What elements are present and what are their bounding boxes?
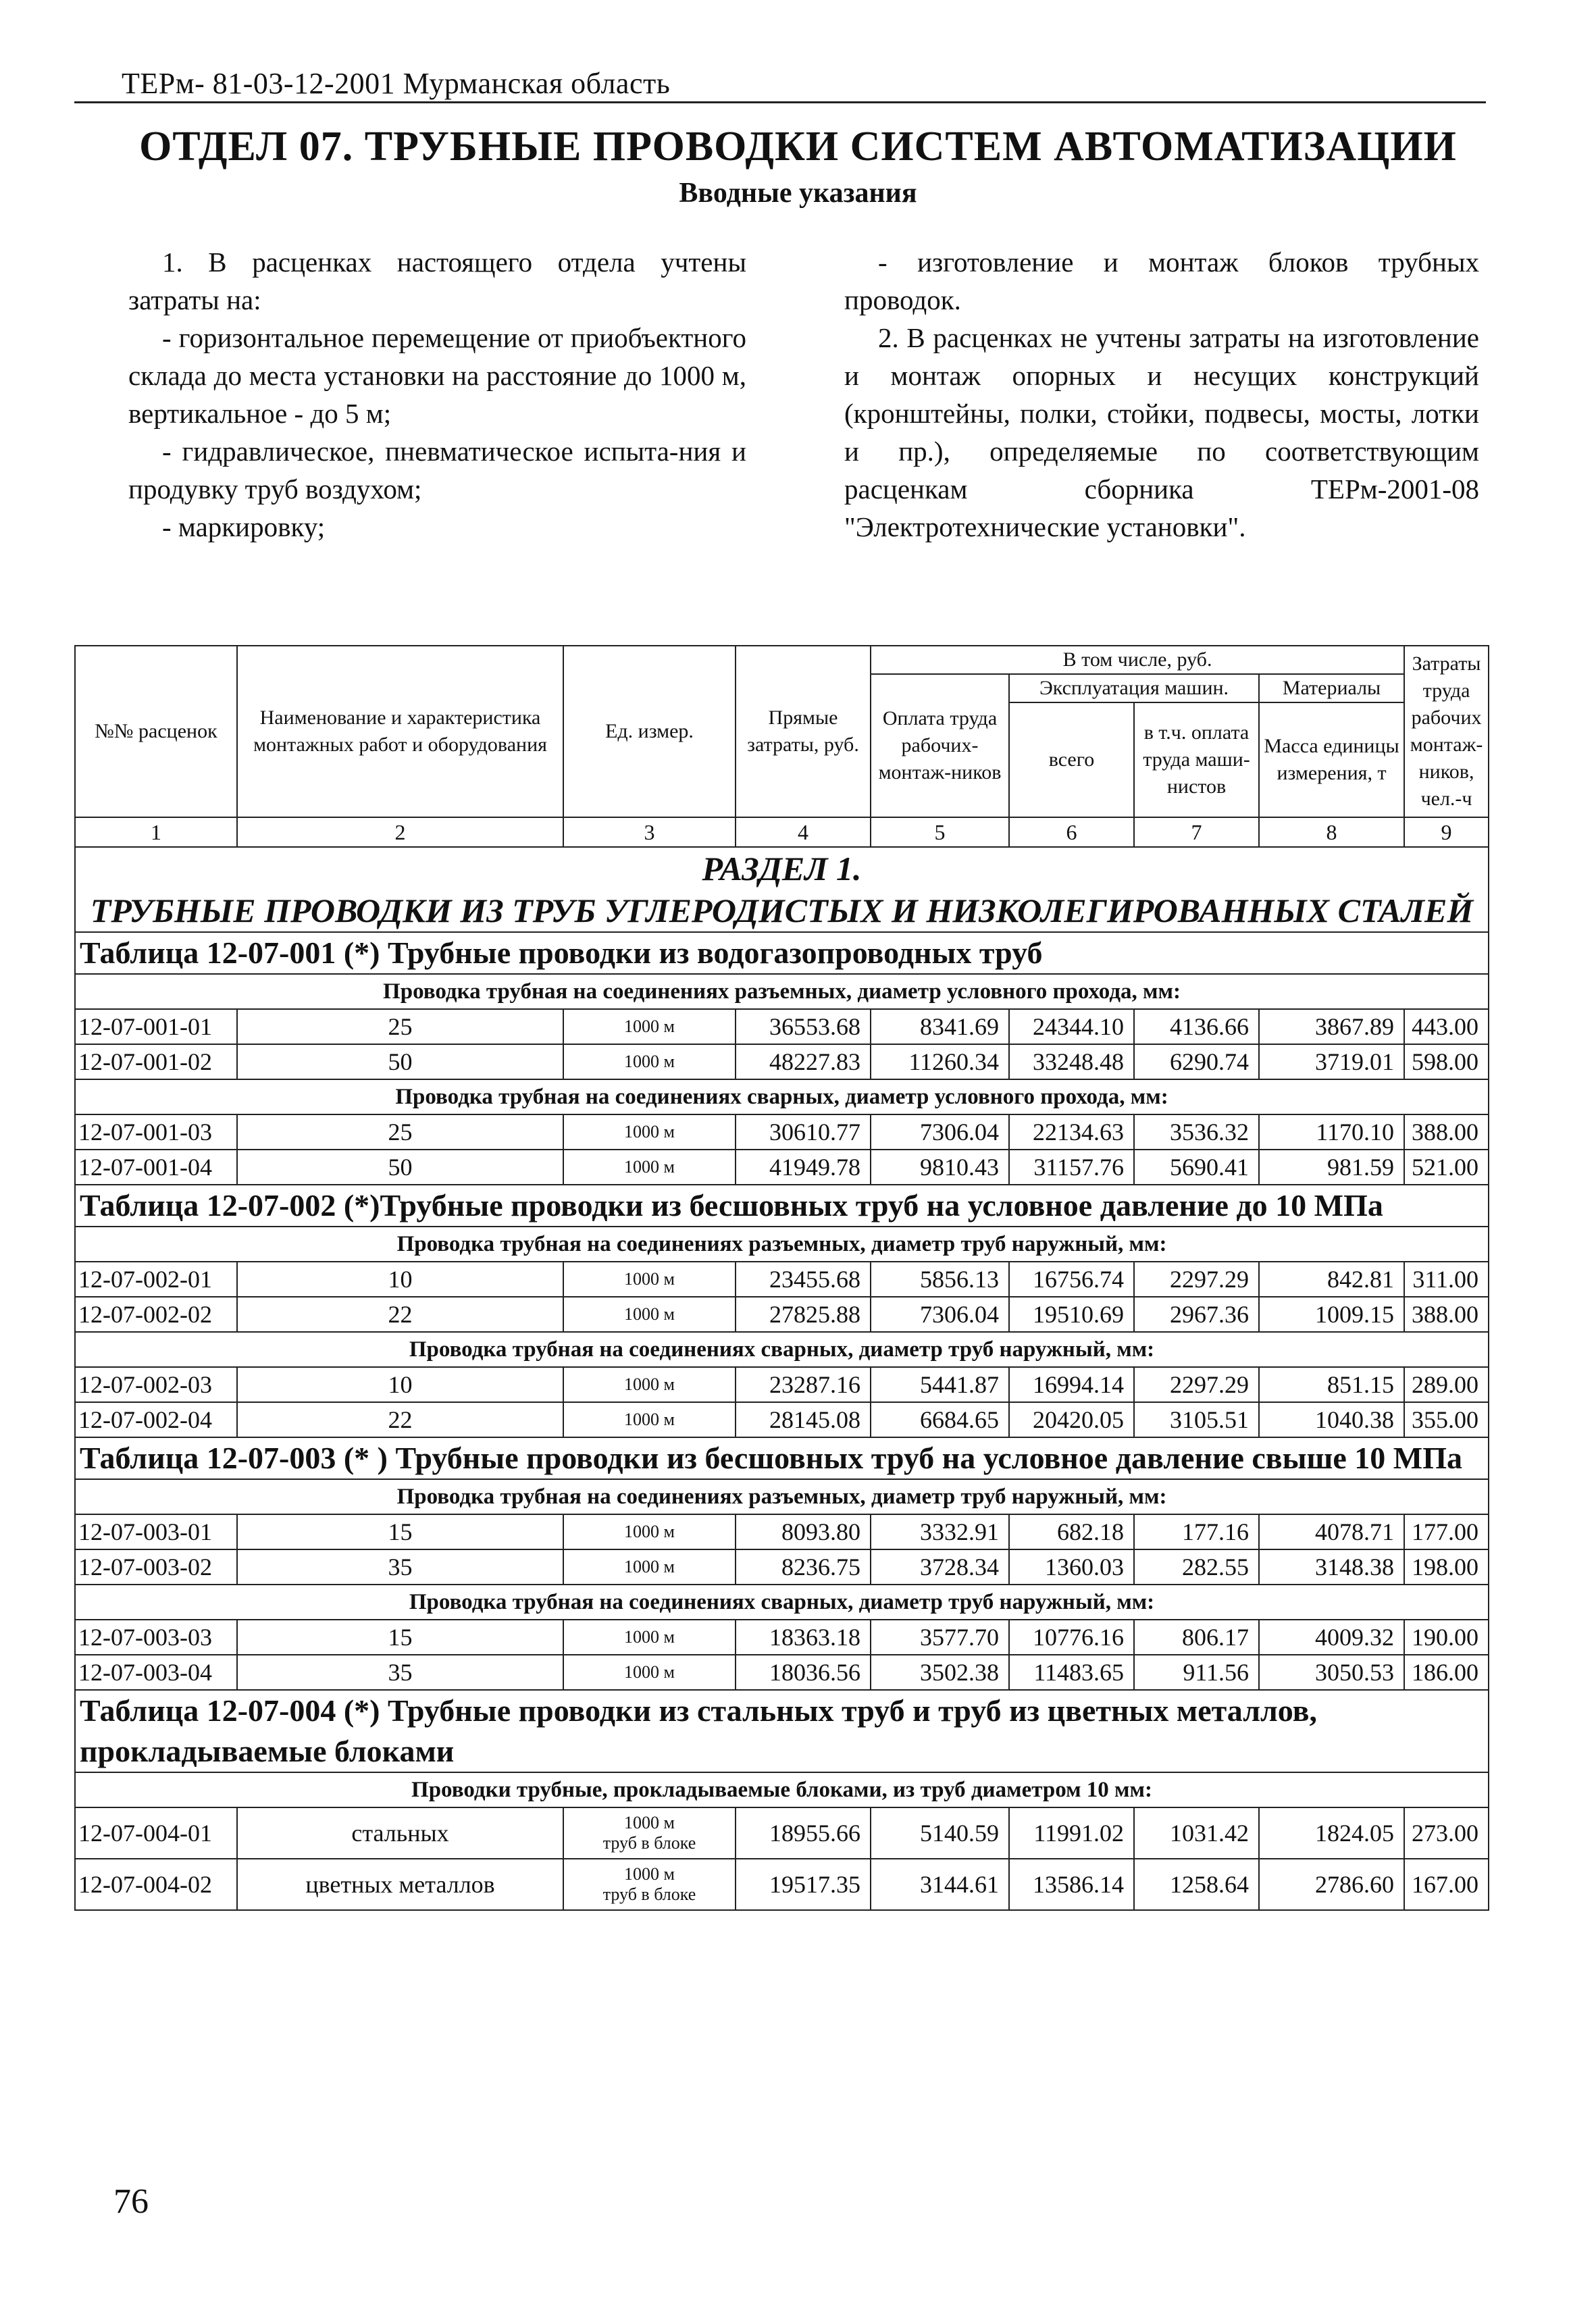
column-number: 5 — [871, 817, 1009, 847]
col-header-code: №№ расценок — [75, 646, 237, 817]
intro-paragraph: - изготовление и монтаж блоков трубных проводок. — [844, 247, 1479, 315]
table-row — [75, 1620, 1489, 1655]
labor-cost: 5856.13 — [871, 1262, 1009, 1297]
group-title-row — [75, 1332, 1489, 1367]
unit-line: 1000 м — [624, 1813, 675, 1832]
rate-code: 12-07-004-01 — [75, 1807, 237, 1859]
rate-code: 12-07-001-01 — [75, 1009, 237, 1044]
table-row — [75, 1044, 1489, 1079]
work-name: 50 — [237, 1044, 563, 1079]
machine-cost: 10776.16 — [1009, 1620, 1134, 1655]
table-title: Таблица 12-07-001 (*) Трубные проводки из водогазопроводных труб — [75, 932, 1489, 974]
labor-cost: 5441.87 — [871, 1367, 1009, 1402]
work-name: 22 — [237, 1402, 563, 1437]
page-number: 76 — [113, 2182, 149, 2221]
labor-hours: 289.00 — [1404, 1367, 1489, 1402]
direct-cost: 8093.80 — [736, 1514, 871, 1549]
col-header-unit: Ед. измер. — [563, 646, 736, 817]
table-title: Таблица 12-07-002 (*)Трубные проводки из бесшовных труб на условное давление до 10 МПа — [75, 1185, 1489, 1227]
intro-paragraph: - маркировку; — [162, 511, 326, 542]
section-title: ТРУБНЫЕ ПРОВОДКИ ИЗ ТРУБ УГЛЕРОДИСТЫХ И НИЗКОЛЕГИРОВАННЫХ СТАЛЕЙ — [90, 892, 1474, 929]
labor-hours: 521.00 — [1404, 1150, 1489, 1185]
work-name: 50 — [237, 1150, 563, 1185]
direct-cost: 23287.16 — [736, 1367, 871, 1402]
unit-of-measure: 1000 м — [563, 1044, 736, 1079]
unit-of-measure: 1000 м — [563, 1655, 736, 1690]
machine-cost: 31157.76 — [1009, 1150, 1134, 1185]
direct-cost: 41949.78 — [736, 1150, 871, 1185]
rate-code: 12-07-003-03 — [75, 1620, 237, 1655]
rate-code: 12-07-003-01 — [75, 1514, 237, 1549]
rate-code: 12-07-001-03 — [75, 1114, 237, 1150]
unit-line: труб в блоке — [602, 1884, 696, 1904]
labor-cost: 8341.69 — [871, 1009, 1009, 1044]
table-row — [75, 1150, 1489, 1185]
material-mass: 2786.60 — [1259, 1859, 1404, 1910]
rate-code: 12-07-003-04 — [75, 1655, 237, 1690]
unit-of-measure: 1000 м — [563, 1150, 736, 1185]
rate-code: 12-07-001-04 — [75, 1150, 237, 1185]
rates-table — [74, 645, 1489, 1911]
machine-cost: 33248.48 — [1009, 1044, 1134, 1079]
column-numbers-row — [75, 817, 1489, 847]
group-title-row — [75, 1772, 1489, 1807]
labor-hours: 388.00 — [1404, 1297, 1489, 1332]
labor-cost: 3577.70 — [871, 1620, 1009, 1655]
table-row — [75, 1807, 1489, 1859]
unit-of-measure — [563, 1859, 736, 1910]
column-number: 8 — [1259, 817, 1404, 847]
table-title-row — [75, 1437, 1489, 1479]
material-mass: 842.81 — [1259, 1262, 1404, 1297]
work-name: 35 — [237, 1655, 563, 1690]
rate-code: 12-07-004-02 — [75, 1859, 237, 1910]
column-number: 2 — [237, 817, 563, 847]
machine-cost: 22134.63 — [1009, 1114, 1134, 1150]
machinist-labor-cost: 1031.42 — [1134, 1807, 1259, 1859]
direct-cost: 18363.18 — [736, 1620, 871, 1655]
machine-cost: 11483.65 — [1009, 1655, 1134, 1690]
table-body — [75, 932, 1489, 1910]
direct-cost: 28145.08 — [736, 1402, 871, 1437]
group-title: Проводка трубная на соединениях сварных, диаметр труб наружный, мм: — [75, 1332, 1489, 1367]
intro-paragraph: - горизонтальное перемещение от приобъектного склада до места установки на расстояние до 1000 м, вертикальное - до 5 м; — [128, 322, 746, 429]
machine-cost: 13586.14 — [1009, 1859, 1134, 1910]
header-rule — [74, 101, 1486, 103]
material-mass: 3148.38 — [1259, 1549, 1404, 1585]
direct-cost: 8236.75 — [736, 1549, 871, 1585]
col-header-machines: Эксплуатация машин. — [1009, 674, 1259, 702]
machine-cost: 20420.05 — [1009, 1402, 1134, 1437]
unit-of-measure: 1000 м — [563, 1297, 736, 1332]
table-row — [75, 1549, 1489, 1585]
machinist-labor-cost: 2297.29 — [1134, 1262, 1259, 1297]
labor-cost: 9810.43 — [871, 1150, 1009, 1185]
col-header-machines-total: всего — [1009, 702, 1134, 817]
work-name: 15 — [237, 1620, 563, 1655]
machinist-labor-cost: 911.56 — [1134, 1655, 1259, 1690]
machinist-labor-cost: 4136.66 — [1134, 1009, 1259, 1044]
machine-cost: 1360.03 — [1009, 1549, 1134, 1585]
labor-hours: 190.00 — [1404, 1620, 1489, 1655]
direct-cost: 18955.66 — [736, 1807, 871, 1859]
table-row — [75, 1009, 1489, 1044]
intro-paragraph: - гидравлическое, пневматическое испыта-ния и продувку труб воздухом; — [128, 436, 746, 505]
work-name: 25 — [237, 1009, 563, 1044]
labor-cost: 3728.34 — [871, 1549, 1009, 1585]
unit-line: 1000 м — [624, 1864, 675, 1884]
machinist-labor-cost: 5690.41 — [1134, 1150, 1259, 1185]
work-name: 25 — [237, 1114, 563, 1150]
unit-of-measure: 1000 м — [563, 1114, 736, 1150]
material-mass: 1824.05 — [1259, 1807, 1404, 1859]
group-title-row — [75, 974, 1489, 1009]
table-title: Таблица 12-07-004 (*) Трубные проводки из стальных труб и труб из цветных металлов, прокладываемые блоками — [75, 1690, 1489, 1772]
col-header-hours: Затраты труда рабочих монтаж-ников, чел.-ч — [1404, 646, 1489, 817]
table-title-row — [75, 1690, 1489, 1772]
intro-right-column — [844, 243, 1479, 546]
table-title-row — [75, 932, 1489, 974]
table-row — [75, 1402, 1489, 1437]
labor-hours: 388.00 — [1404, 1114, 1489, 1150]
labor-hours: 186.00 — [1404, 1655, 1489, 1690]
work-name: 35 — [237, 1549, 563, 1585]
column-number: 9 — [1404, 817, 1489, 847]
col-header-mass: Масса единицы измерения, т — [1259, 702, 1404, 817]
page-title: ОТДЕЛ 07. ТРУБНЫЕ ПРОВОДКИ СИСТЕМ АВТОМАТИЗАЦИИ — [139, 124, 1457, 170]
table-title-row — [75, 1185, 1489, 1227]
machine-cost: 11991.02 — [1009, 1807, 1134, 1859]
rate-code: 12-07-002-01 — [75, 1262, 237, 1297]
machine-cost: 24344.10 — [1009, 1009, 1134, 1044]
intro-paragraph: 2. В расценках не учтены затраты на изготовление и монтаж опорных и несущих конструкций (кронштейны, полки, стойки, подвесы, мосты, лотки и пр.), определяемые по соответствующим расценкам сборника ТЕРм-2001-08 "Электротехнические установки". — [844, 322, 1479, 542]
machinist-labor-cost: 6290.74 — [1134, 1044, 1259, 1079]
col-header-name: Наименование и характеристика монтажных работ и оборудования — [237, 646, 563, 817]
rate-code: 12-07-003-02 — [75, 1549, 237, 1585]
group-title-row — [75, 1479, 1489, 1514]
section-label: РАЗДЕЛ 1. — [702, 850, 862, 888]
group-title: Проводка трубная на соединениях разъемных, диаметр условного прохода, мм: — [75, 974, 1489, 1009]
section-heading — [75, 847, 1489, 932]
table-title: Таблица 12-07-003 (* ) Трубные проводки из бесшовных труб на условное давление свыше 10 МПа — [75, 1437, 1489, 1479]
table-row — [75, 1114, 1489, 1150]
direct-cost: 36553.68 — [736, 1009, 871, 1044]
work-name: 22 — [237, 1297, 563, 1332]
labor-cost: 5140.59 — [871, 1807, 1009, 1859]
labor-hours: 167.00 — [1404, 1859, 1489, 1910]
unit-of-measure: 1000 м — [563, 1514, 736, 1549]
material-mass: 4078.71 — [1259, 1514, 1404, 1549]
labor-cost: 6684.65 — [871, 1402, 1009, 1437]
group-title: Проводки трубные, прокладываемые блоками, из труб диаметром 10 мм: — [75, 1772, 1489, 1807]
labor-cost: 7306.04 — [871, 1297, 1009, 1332]
direct-cost: 48227.83 — [736, 1044, 871, 1079]
unit-of-measure: 1000 м — [563, 1549, 736, 1585]
column-number: 4 — [736, 817, 871, 847]
col-header-labor: Оплата труда рабочих-монтаж-ников — [871, 674, 1009, 817]
direct-cost: 18036.56 — [736, 1655, 871, 1690]
work-name: 10 — [237, 1262, 563, 1297]
unit-of-measure: 1000 м — [563, 1367, 736, 1402]
group-title: Проводка трубная на соединениях разъемных, диаметр труб наружный, мм: — [75, 1479, 1489, 1514]
table-row — [75, 1297, 1489, 1332]
machine-cost: 19510.69 — [1009, 1297, 1134, 1332]
material-mass: 981.59 — [1259, 1150, 1404, 1185]
intro-left-column — [128, 243, 746, 546]
labor-hours: 177.00 — [1404, 1514, 1489, 1549]
unit-of-measure — [563, 1807, 736, 1859]
machine-cost: 16756.74 — [1009, 1262, 1134, 1297]
table-row — [75, 1859, 1489, 1910]
labor-hours: 355.00 — [1404, 1402, 1489, 1437]
machinist-labor-cost: 2967.36 — [1134, 1297, 1259, 1332]
group-title: Проводка трубная на соединениях сварных, диаметр условного прохода, мм: — [75, 1079, 1489, 1114]
machinist-labor-cost: 2297.29 — [1134, 1367, 1259, 1402]
labor-cost: 7306.04 — [871, 1114, 1009, 1150]
intro-paragraph: 1. В расценках настоящего отдела учтены затраты на: — [128, 247, 746, 315]
unit-of-measure: 1000 м — [563, 1620, 736, 1655]
machinist-labor-cost: 177.16 — [1134, 1514, 1259, 1549]
material-mass: 1040.38 — [1259, 1402, 1404, 1437]
work-name: стальных — [237, 1807, 563, 1859]
col-header-materials: Материалы — [1259, 674, 1404, 702]
group-title-row — [75, 1227, 1489, 1262]
group-title: Проводка трубная на соединениях сварных, диаметр труб наружный, мм: — [75, 1585, 1489, 1620]
column-number: 1 — [75, 817, 237, 847]
rate-code: 12-07-002-03 — [75, 1367, 237, 1402]
group-title-row — [75, 1079, 1489, 1114]
col-header-direct: Прямые затраты, руб. — [736, 646, 871, 817]
table-header — [75, 646, 1489, 932]
labor-cost: 3502.38 — [871, 1655, 1009, 1690]
unit-of-measure: 1000 м — [563, 1402, 736, 1437]
labor-hours: 198.00 — [1404, 1549, 1489, 1585]
page-subtitle: Вводные указания — [679, 178, 917, 209]
labor-cost: 3144.61 — [871, 1859, 1009, 1910]
unit-of-measure: 1000 м — [563, 1009, 736, 1044]
labor-hours: 443.00 — [1404, 1009, 1489, 1044]
machinist-labor-cost: 3536.32 — [1134, 1114, 1259, 1150]
machinist-labor-cost: 806.17 — [1134, 1620, 1259, 1655]
running-head: ТЕРм- 81-03-12-2001 Мурманская область — [122, 67, 671, 100]
table-row — [75, 1655, 1489, 1690]
column-number: 7 — [1134, 817, 1259, 847]
rate-code: 12-07-001-02 — [75, 1044, 237, 1079]
material-mass: 3867.89 — [1259, 1009, 1404, 1044]
material-mass: 1170.10 — [1259, 1114, 1404, 1150]
machine-cost: 682.18 — [1009, 1514, 1134, 1549]
column-number: 3 — [563, 817, 736, 847]
table-row — [75, 1367, 1489, 1402]
labor-hours: 598.00 — [1404, 1044, 1489, 1079]
machinist-labor-cost: 3105.51 — [1134, 1402, 1259, 1437]
labor-cost: 3332.91 — [871, 1514, 1009, 1549]
rate-code: 12-07-002-02 — [75, 1297, 237, 1332]
table-row — [75, 1514, 1489, 1549]
material-mass: 3050.53 — [1259, 1655, 1404, 1690]
table-row — [75, 1262, 1489, 1297]
direct-cost: 19517.35 — [736, 1859, 871, 1910]
direct-cost: 27825.88 — [736, 1297, 871, 1332]
direct-cost: 23455.68 — [736, 1262, 871, 1297]
machinist-labor-cost: 1258.64 — [1134, 1859, 1259, 1910]
group-title-row — [75, 1585, 1489, 1620]
machinist-labor-cost: 282.55 — [1134, 1549, 1259, 1585]
col-header-machinist-labor: в т.ч. оплата труда маши-нистов — [1134, 702, 1259, 817]
labor-hours: 273.00 — [1404, 1807, 1489, 1859]
material-mass: 851.15 — [1259, 1367, 1404, 1402]
material-mass: 4009.32 — [1259, 1620, 1404, 1655]
material-mass: 1009.15 — [1259, 1297, 1404, 1332]
material-mass: 3719.01 — [1259, 1044, 1404, 1079]
labor-cost: 11260.34 — [871, 1044, 1009, 1079]
work-name: цветных металлов — [237, 1859, 563, 1910]
column-number: 6 — [1009, 817, 1134, 847]
direct-cost: 30610.77 — [736, 1114, 871, 1150]
work-name: 15 — [237, 1514, 563, 1549]
work-name: 10 — [237, 1367, 563, 1402]
unit-of-measure: 1000 м — [563, 1262, 736, 1297]
col-header-including: В том числе, руб. — [871, 646, 1404, 674]
machine-cost: 16994.14 — [1009, 1367, 1134, 1402]
labor-hours: 311.00 — [1404, 1262, 1489, 1297]
rate-code: 12-07-002-04 — [75, 1402, 237, 1437]
unit-line: труб в блоке — [602, 1833, 696, 1853]
group-title: Проводка трубная на соединениях разъемных, диаметр труб наружный, мм: — [75, 1227, 1489, 1262]
